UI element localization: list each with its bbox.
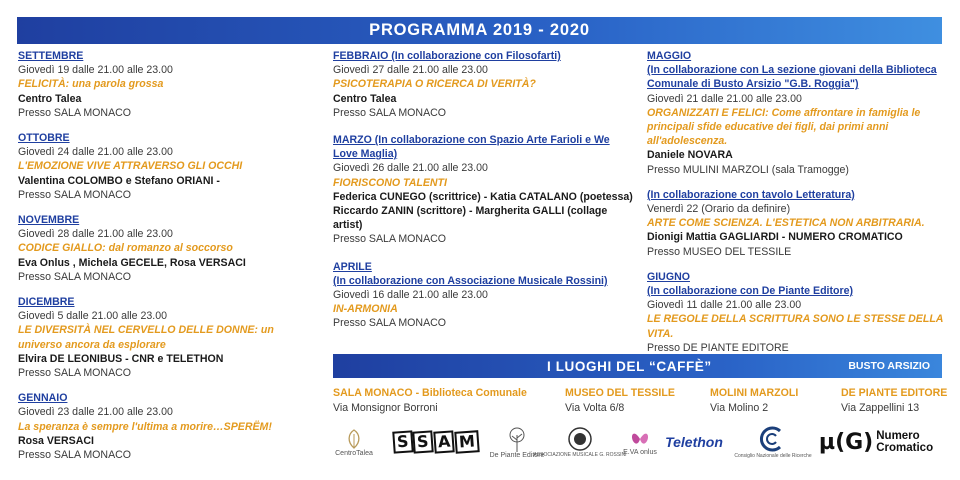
event-giugno [647, 270, 947, 355]
places-title: I LUOGHI DEL “CAFFÈ” [547, 358, 712, 374]
sam-logo [381, 420, 491, 464]
event-month: SETTEMBRE [18, 50, 84, 62]
event-aprile [333, 260, 633, 331]
event-maggio-2 [647, 188, 947, 259]
event-place: Presso SALA MONACO [18, 367, 132, 380]
event-place: Presso SALA MONACO [18, 188, 132, 201]
logo-label: ASSOCIAZIONE MUSICALE G. ROSSINI [533, 452, 627, 458]
numero-cromatico-logo [807, 420, 945, 464]
event-topic: LE DIVERSITÀ NEL CERVELLO DELLE DONNE: un universo ancora da esplorare [18, 324, 274, 351]
event-date: Giovedì 26 dalle 21.00 alle 23.00 [333, 162, 488, 175]
event-speaker: Centro Talea [333, 92, 397, 105]
event-month: GENNAIO [18, 392, 68, 405]
place-address: Via Monsignor Borroni [333, 401, 438, 414]
event-place: Presso MULINI MARZOLI (sala Tramogge) [647, 163, 849, 176]
event-month: DICEMBRE [18, 296, 75, 309]
event-topic: La speranza è sempre l'ultima a morire…SPERËM! [18, 420, 272, 433]
tree-icon [506, 426, 528, 452]
cnr-logo [733, 420, 813, 464]
place-molini-marzoli [710, 386, 798, 415]
event-febbraio [333, 49, 633, 120]
event-maggio [647, 49, 947, 177]
centro-talea-logo [333, 420, 375, 464]
event-speaker: Eva Onlus , Michela GECELE, Rosa VERSACI [18, 256, 246, 269]
event-collaboration: (In collaborazione con tavolo Letteratura) [647, 188, 855, 201]
rossini-logo [533, 420, 627, 464]
place-de-piante [841, 386, 947, 415]
eva-logo [617, 420, 663, 464]
place-name: SALA MONACO - Biblioteca Comunale [333, 387, 527, 399]
place-sala-monaco [333, 386, 527, 415]
logo-label: Consiglio Nazionale delle Ricerche [734, 453, 812, 459]
event-place: Presso SALA MONACO [18, 449, 132, 462]
event-speaker: Centro Talea [18, 92, 82, 105]
sam-letter: M [455, 430, 480, 454]
event-place: Presso DE PIANTE EDITORE [647, 341, 789, 354]
event-settembre [18, 49, 318, 120]
place-address: Via Molino 2 [710, 401, 769, 414]
event-date: Giovedì 21 dalle 21.00 alle 23.00 [647, 92, 802, 105]
event-topic: L'EMOZIONE VIVE ATTRAVERSO GLI OCCHI [18, 160, 243, 173]
places-city: BUSTO ARSIZIO [848, 360, 930, 372]
sam-letter: S [392, 430, 413, 453]
event-place: Presso SALA MONACO [333, 106, 447, 119]
event-place: Presso SALA MONACO [18, 270, 132, 283]
event-month: MARZO (In collaborazione con Spazio Arte Farioli e We Love Maglia) [333, 134, 610, 161]
column-1 [18, 49, 318, 473]
sam-letter: A [433, 430, 455, 453]
emblem-icon [567, 426, 593, 452]
column-3 [647, 49, 947, 366]
event-collaboration: (In collaborazione con La sezione giovani della Biblioteca Comunale di Busto Arsizio "G.B. Roggia") [647, 64, 937, 91]
program-header [17, 17, 942, 44]
place-address: Via Zappellini 13 [841, 401, 920, 414]
event-speaker: Federica CUNEGO (scrittrice) - Katia CATALANO (poetessa) Riccardo ZANIN (scrittore) - Margherita GALLI (collage artist) [333, 190, 633, 232]
logo-label: Cromatico [876, 442, 934, 454]
place-name: MUSEO DEL TESSILE [565, 387, 675, 399]
event-novembre [18, 213, 318, 284]
event-date: Giovedì 24 dalle 21.00 alle 23.00 [18, 146, 173, 159]
event-date: Giovedì 5 dalle 21.00 alle 23.00 [18, 310, 168, 323]
place-name: DE PIANTE EDITORE [841, 387, 948, 399]
event-date: Giovedì 28 dalle 21.00 alle 23.00 [18, 228, 173, 241]
event-topic: FIORISCONO TALENTI [333, 176, 447, 189]
event-collaboration: (In collaborazione con De Piante Editore) [647, 285, 854, 298]
event-dicembre [18, 295, 318, 380]
place-name: MOLINI MARZOLI [710, 387, 799, 399]
logo-label: Telethon [665, 434, 723, 450]
logo-label: E.VA onlus [623, 448, 657, 456]
logo-label: De Piante Editore [489, 451, 545, 459]
column-2 [333, 49, 633, 344]
cnr-icon [758, 425, 788, 453]
event-topic: LE REGOLE DELLA SCRITTURA SONO LE STESSE DELLA VITA. [647, 313, 944, 340]
event-date: Giovedì 16 dalle 21.00 alle 23.00 [333, 289, 488, 302]
event-date: Giovedì 19 dalle 21.00 alle 23.00 [18, 64, 173, 77]
sponsor-logos [333, 420, 945, 464]
logo-label: CentroTalea [335, 449, 373, 457]
event-collaboration: (In collaborazione con Associazione Musicale Rossini) [333, 274, 608, 287]
event-marzo [333, 133, 633, 247]
event-speaker: Rosa VERSACI [18, 434, 94, 447]
event-speaker: Valentina COLOMBO e Stefano ORIANI - [18, 174, 220, 187]
event-month: OTTOBRE [18, 132, 70, 145]
leaf-icon [343, 428, 365, 450]
event-topic: ORGANIZZATI E FELICI: Come affrontare in famiglia le principali sfide educative dei figli, dai primi anni all'adolescenza. [647, 106, 921, 148]
event-month: FEBBRAIO (In collaborazione con Filosofarti) [333, 50, 561, 62]
event-date: Giovedì 27 dalle 21.00 alle 23.00 [333, 64, 488, 77]
event-topic: FELICITÀ: una parola grossa [18, 78, 164, 91]
logo-label: Numero [876, 430, 920, 442]
program-title: PROGRAMMA 2019 - 2020 [369, 21, 590, 39]
event-topic: PSICOTERAPIA O RICERCA DI VERITÀ? [333, 78, 536, 91]
event-date: Giovedì 23 dalle 21.00 alle 23.00 [18, 406, 173, 419]
event-topic: CODICE GIALLO: dal romanzo al soccorso [18, 242, 233, 255]
event-gennaio [18, 391, 318, 462]
event-place: Presso SALA MONACO [333, 233, 447, 246]
event-month: APRILE [333, 260, 372, 273]
event-place: Presso SALA MONACO [333, 317, 447, 330]
event-place: Presso SALA MONACO [18, 106, 132, 119]
numero-symbol: µ(G) [818, 429, 874, 455]
event-ottobre [18, 131, 318, 202]
event-speaker: Elvira DE LEONIBUS - CNR e TELETHON [18, 352, 224, 365]
sam-letter: S [413, 430, 434, 453]
place-address: Via Volta 6/8 [565, 401, 625, 414]
event-speaker: Daniele NOVARA [647, 149, 733, 162]
event-month: GIUGNO [647, 270, 690, 283]
places-header [333, 354, 942, 378]
event-topic: ARTE COME SCIENZA. L'ESTETICA NON ARBITRARIA. [647, 217, 925, 230]
butterfly-icon [629, 429, 651, 449]
event-date: Giovedì 11 dalle 21.00 alle 23.00 [647, 299, 802, 312]
event-date: Venerdì 22 (Orario da definire) [647, 203, 791, 216]
event-speaker: Dionigi Mattia GAGLIARDI - NUMERO CROMATICO [647, 231, 903, 244]
telethon-logo [665, 420, 723, 464]
event-topic: IN-ARMONIA [333, 303, 398, 316]
event-place: Presso MUSEO DEL TESSILE [647, 245, 792, 258]
place-museo-tessile [565, 386, 675, 415]
event-month: NOVEMBRE [18, 214, 80, 227]
event-month: MAGGIO [647, 50, 692, 62]
